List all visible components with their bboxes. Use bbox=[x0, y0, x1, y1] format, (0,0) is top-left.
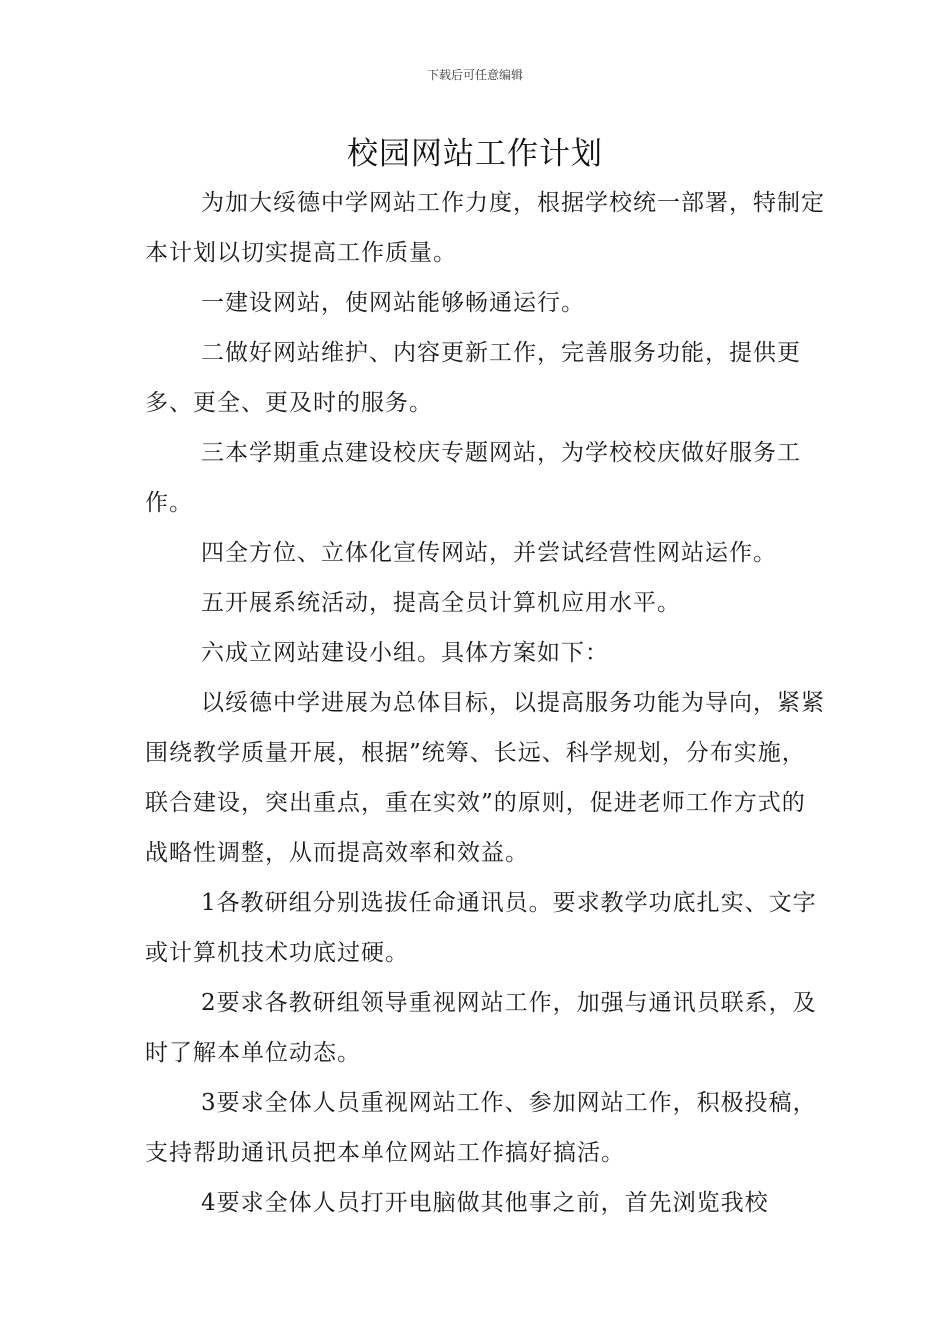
paragraph-plan-step-3: 3要求全体人员重视网站工作、参加网站工作，积极投稿，支持帮助通讯员把本单位网站工作搞好搞活。 bbox=[145, 1090, 817, 1166]
paragraph-item-6: 六成立网站建设小组。具体方案如下： bbox=[201, 640, 609, 666]
paragraph-plan-step-1: 1各教研组分别选拔任命通讯员。要求教学功底扎实、文字或计算机技术功底过硬。 bbox=[145, 890, 817, 966]
document-title: 校园网站工作计划 bbox=[347, 136, 603, 172]
paragraph-plan-goal: 以绥德中学进展为总体目标，以提高服务功能为导向，紧紧围绕教学质量开展，根据”统筹、长远、科学规划，分布实施，联合建设，突出重点，重在实效”的原则，促进老师工作方式的战略性调整，从而提高效率和效益。 bbox=[145, 690, 825, 866]
header-note: 下载后可任意编辑 bbox=[426, 68, 523, 82]
paragraph-item-2: 二做好网站维护、内容更新工作，完善服务功能，提供更多、更全、更及时的服务。 bbox=[145, 340, 801, 416]
paragraph-item-4: 四全方位、立体化宣传网站，并尝试经营性网站运作。 bbox=[201, 540, 777, 566]
paragraph-plan-step-2: 2要求各教研组领导重视网站工作，加强与通讯员联系，及时了解本单位动态。 bbox=[145, 990, 817, 1066]
paragraph-item-5: 五开展系统活动，提高全员计算机应用水平。 bbox=[201, 590, 681, 616]
paragraph-item-1: 一建设网站，使网站能够畅通运行。 bbox=[201, 290, 585, 316]
document-body bbox=[145, 178, 825, 1228]
paragraph-item-3: 三本学期重点建设校庆专题网站，为学校校庆做好服务工作。 bbox=[145, 440, 801, 516]
paragraph-plan-step-4: 4要求全体人员打开电脑做其他事之前，首先浏览我校 bbox=[201, 1190, 769, 1216]
paragraph-intro: 为加大绥德中学网站工作力度，根据学校统一部署，特制定本计划以切实提高工作质量。 bbox=[145, 190, 825, 266]
